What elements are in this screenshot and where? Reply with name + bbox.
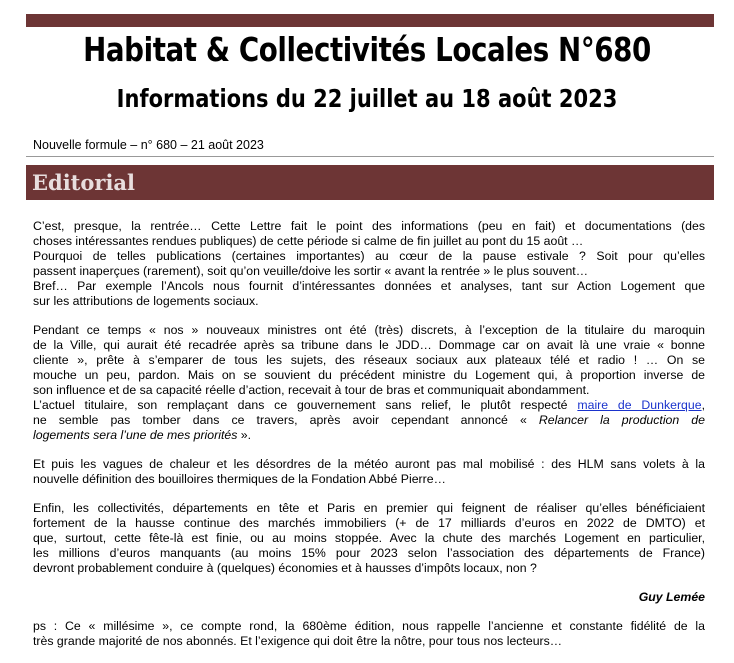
text-span: ne semble pas tomber dans ce travers, après avoir cependant annoncé « xyxy=(33,413,527,427)
text-line: mouche un peu, pardon. Mais on se souvient du précédent ministre du Logement qui, à proportion inverse de xyxy=(33,368,705,382)
edition-line: Nouvelle formule – n° 680 – 21 août 2023 xyxy=(33,138,264,152)
newsletter-title: Habitat & Collectivités Locales N°680 xyxy=(83,30,651,69)
quote-span: logements sera l’une de mes priorités xyxy=(33,428,238,442)
text-line: les millions d’euros manquants (au moins 15% pour 2023 selon l’association des départements de France) xyxy=(33,546,705,560)
text-line: Pendant ce temps « nos » nouveaux ministres ont été (très) discrets, à l’exception de la titulaire du maroquin xyxy=(33,323,705,337)
text-line: que, surtout, cette fête-là est finie, ou au moins stoppée. Avec la chute des marchés Logement en particulier, xyxy=(33,531,705,545)
text-line: son influence et de sa capacité réelle d’action, recevait à tour de bras et communiquait abondamment. xyxy=(33,383,590,397)
text-line: Enfin, les collectivités, départements en tête et Paris en premier qui feignent de réaliser qu’elles bénéficiaient xyxy=(33,501,705,515)
text-line: sur les attributions de logements sociaux. xyxy=(33,294,259,308)
postscript xyxy=(33,619,705,649)
text-line xyxy=(33,398,705,413)
text-line: Pourquoi de telles publications (certaines importantes) au cœur de la pause estivale ? Soit pour qu’elles xyxy=(33,249,705,263)
text-line: fortement de la hausse continue des marchés immobiliers (+ de 17 milliards d’euros en 2022 de DMTO) et xyxy=(33,516,705,530)
editorial-body xyxy=(33,219,705,663)
quote-span: Relancer la production de xyxy=(526,413,705,427)
text-line: passent inaperçues (rarement), soit qu’on veuille/doive les sortir « avant la rentrée » le plus souvent… xyxy=(33,264,589,278)
text-line: de la Ville, qui aurait été recadrée après sa tribune dans le JDD… Dommage car on avait là une vraie « bonne xyxy=(33,338,705,352)
newsletter-subtitle: Informations du 22 juillet au 18 août 2023 xyxy=(116,84,618,113)
text-line: Bref… Par exemple l’Ancols nous fournit d’intéressantes données et analyses, tant sur Action Logement que xyxy=(33,279,705,293)
paragraph-1 xyxy=(33,219,705,309)
text-line xyxy=(33,428,705,443)
text-line: C’est, presque, la rentrée… Cette Lettre fait le point des informations (peu en fait) et documentations (des xyxy=(33,219,705,233)
text-span: ». xyxy=(237,428,252,442)
mayor-link[interactable]: maire de Dunkerque xyxy=(577,398,702,412)
section-heading: Editorial xyxy=(32,170,136,195)
paragraph-4 xyxy=(33,501,705,576)
text-line: devront probablement conduire à (quelques) économies et à hausses d’impôts locaux, non ? xyxy=(33,561,537,575)
section-band xyxy=(26,165,714,200)
divider xyxy=(26,156,714,157)
text-line xyxy=(33,413,705,428)
text-line: Et puis les vagues de chaleur et les désordres de la météo auront pas mal mobilisé : des HLM sans volets à la xyxy=(33,457,705,471)
paragraph-2 xyxy=(33,323,705,443)
text-line: choses intéressantes rendues publiques) de cette période si calme de fin juillet au pont du 15 août … xyxy=(33,234,584,248)
signature: Guy Lemée xyxy=(638,590,705,604)
text-span: , xyxy=(701,398,705,412)
text-line: cliente », prête à s’emparer de tous les sujets, des réseaux sociaux aux plateaux télé et radio ! … On se xyxy=(33,353,705,367)
paragraph-3 xyxy=(33,457,705,487)
text-line: très grande majorité de nos abonnés. Et l’exigence qui doit être la nôtre, pour tous nos lecteurs… xyxy=(33,634,563,648)
text-line: ps : Ce « millésime », ce compte rond, la 680ème édition, nous rappelle l’ancienne et constante fidélité de la xyxy=(33,619,705,633)
top-color-band xyxy=(26,14,714,27)
text-line: nouvelle définition des bouilloires thermiques de la Fondation Abbé Pierre… xyxy=(33,472,446,486)
text-span: L’actuel titulaire, son remplaçant dans ce gouvernement sans relief, le plutôt respecté xyxy=(33,398,568,412)
